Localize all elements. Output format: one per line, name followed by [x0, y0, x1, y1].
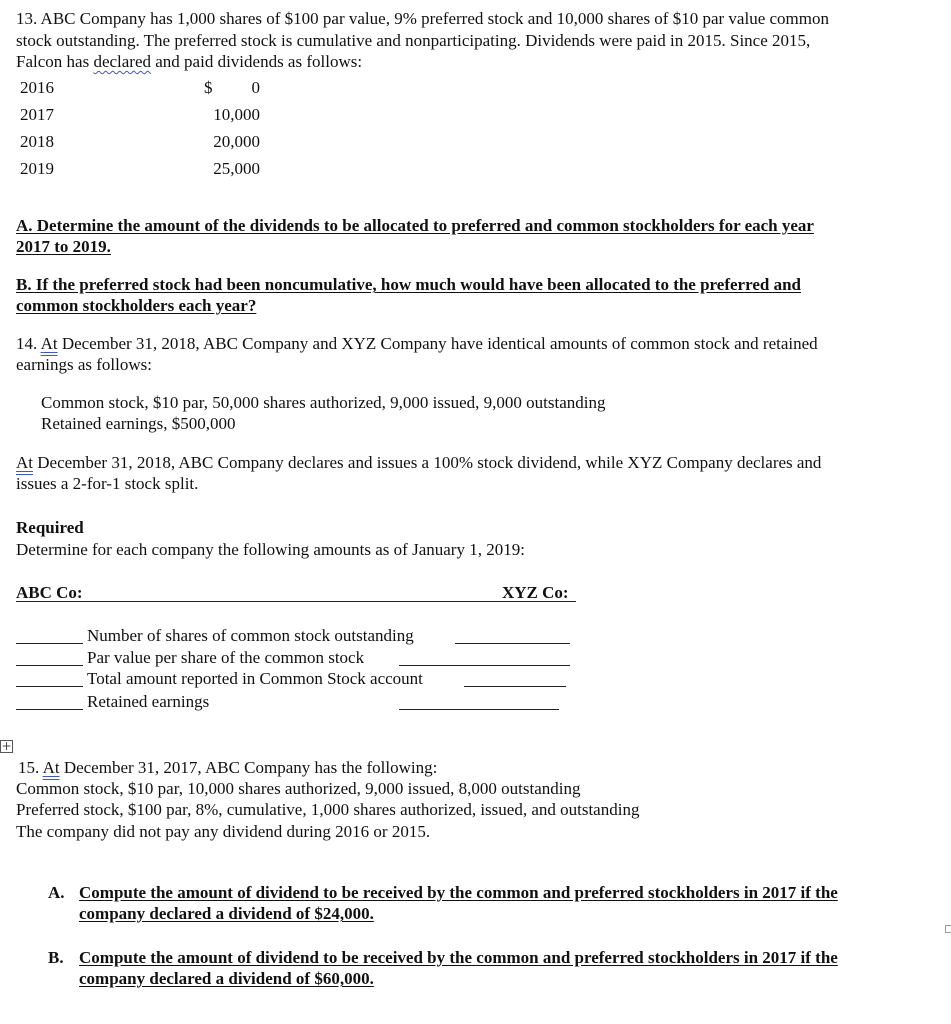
dividend-currency: $	[204, 78, 213, 97]
q13-line-2: stock outstanding. The preferred stock is cumulative and nonparticipating. Dividends were paid in 2015. Since 2015,	[16, 31, 811, 50]
q14-para-line-1: At December 31, 2018, ABC Company declares and issues a 100% stock dividend, while XYZ Company declares and	[16, 453, 822, 472]
spellcheck-word: declared	[93, 52, 152, 71]
q14-item-retained-earnings: Retained earnings, $500,000	[41, 414, 236, 433]
xyz-answer-blank[interactable]	[464, 686, 566, 687]
q15-line-1: 15. At December 31, 2017, ABC Company has the following:	[18, 758, 438, 777]
required-heading: Required	[16, 518, 84, 537]
comparison-row-label: Total amount reported in Common Stock account	[87, 669, 423, 688]
column-abc: ABC Co:	[16, 583, 83, 602]
dividend-amount: 0	[251, 78, 260, 97]
q15-line-2: Common stock, $10 par, 10,000 shares authorized, 9,000 issued, 8,000 outstanding	[16, 779, 581, 798]
xyz-answer-blank[interactable]	[455, 643, 570, 644]
q13-part-b-line-2: common stockholders each year?	[16, 296, 257, 315]
q13-part-a-line-1: A. Determine the amount of the dividends to be allocated to preferred and common stockholders for each year	[16, 216, 814, 235]
grammar-word: At	[40, 334, 58, 353]
dividend-year: 2017	[20, 105, 54, 124]
q15-part-b-line-1: Compute the amount of dividend to be received by the common and preferred stockholders in 2017 if the	[79, 948, 838, 967]
dividend-year: 2019	[20, 159, 54, 178]
q14-item-common-stock: Common stock, $10 par, 50,000 shares authorized, 9,000 issued, 9,000 outstanding	[41, 393, 606, 412]
xyz-answer-blank[interactable]	[399, 665, 570, 666]
move-handle-icon[interactable]: +	[1, 739, 12, 753]
q15-part-b-line-2: company declared a dividend of $60,000.	[79, 969, 374, 988]
q15-part-a-line-2: company declared a dividend of $24,000.	[79, 904, 374, 923]
page-edge-marker	[945, 925, 951, 933]
header-rule	[16, 601, 576, 602]
abc-answer-blank[interactable]	[16, 709, 83, 710]
column-xyz: XYZ Co:	[502, 583, 569, 602]
q15-part-b-label: B.	[48, 948, 64, 967]
q15-part-a-line-1: Compute the amount of dividend to be received by the common and preferred stockholders in 2017 if the	[79, 883, 838, 902]
q13-part-b-line-1: B. If the preferred stock had been noncumulative, how much would have been allocated to the preferred and	[16, 275, 801, 294]
q13-line-3: Falcon has declared and paid dividends as follows:	[16, 52, 363, 71]
abc-answer-blank[interactable]	[16, 643, 83, 644]
dividend-year: 2018	[20, 132, 54, 151]
q15-line-4: The company did not pay any dividend during 2016 or 2015.	[16, 822, 431, 841]
q15-part-a-label: A.	[48, 883, 65, 902]
comparison-row-label: Number of shares of common stock outstanding	[87, 626, 414, 645]
abc-answer-blank[interactable]	[16, 665, 83, 666]
q13-line-1: 13. ABC Company has 1,000 shares of $100 par value, 9% preferred stock and 10,000 shares of $10 par value common	[16, 9, 829, 28]
q14-line-1: 14. At December 31, 2018, ABC Company and XYZ Company have identical amounts of common stock and retained	[16, 334, 818, 353]
q14-para-line-2: issues a 2-for-1 stock split.	[16, 474, 199, 493]
required-text: Determine for each company the following amounts as of January 1, 2019:	[16, 540, 525, 559]
q15-line-3: Preferred stock, $100 par, 8%, cumulative, 1,000 shares authorized, issued, and outstanding	[16, 800, 640, 819]
abc-answer-blank[interactable]	[16, 686, 83, 687]
grammar-word: At	[42, 758, 60, 777]
grammar-word: At	[16, 453, 33, 472]
q13-part-a-line-2: 2017 to 2019.	[16, 237, 111, 256]
xyz-answer-blank[interactable]	[399, 709, 559, 710]
dividend-amount: 10,000	[213, 105, 260, 124]
q14-line-2: earnings as follows:	[16, 355, 152, 374]
dividend-year: 2016	[20, 78, 54, 97]
dividend-amount: 25,000	[213, 159, 260, 178]
dividend-amount: 20,000	[213, 132, 260, 151]
comparison-row-label: Retained earnings	[87, 692, 210, 711]
comparison-row-label: Par value per share of the common stock	[87, 648, 365, 667]
